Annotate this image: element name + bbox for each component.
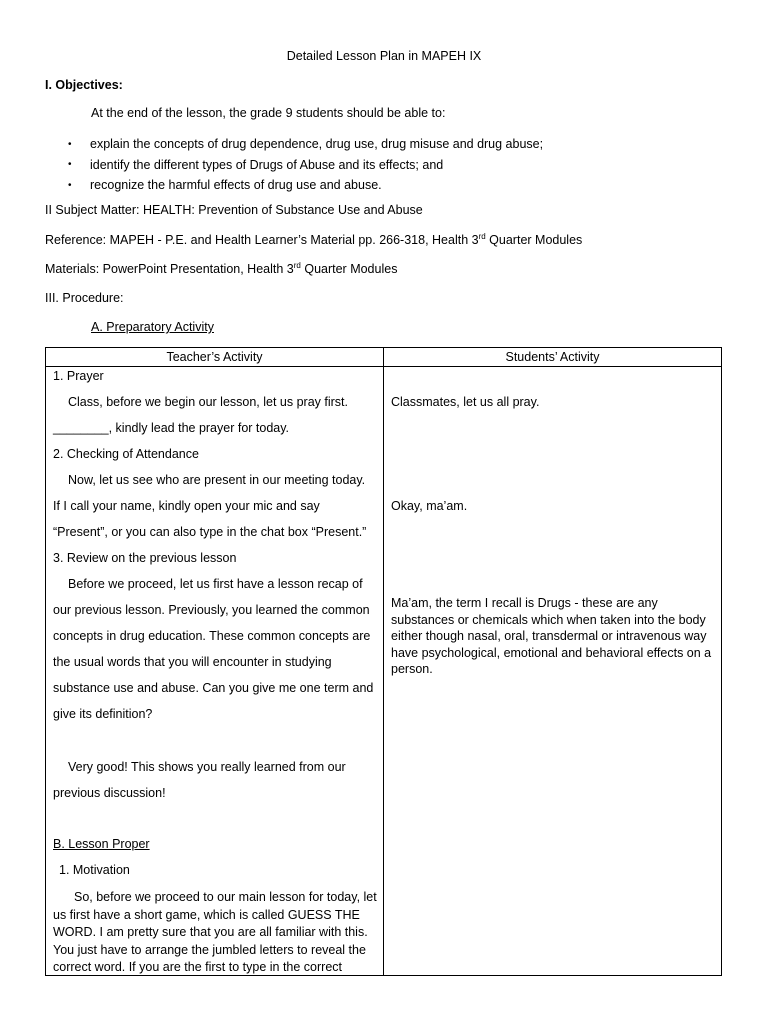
objectives-heading: I. Objectives: <box>45 78 123 92</box>
objective-text: recognize the harmful effects of drug use and abuse. <box>90 178 382 193</box>
materials-text: Materials: PowerPoint Presentation, Health 3 <box>45 262 294 277</box>
prayer-line: ________, kindly lead the prayer for today. <box>53 421 290 435</box>
table-row <box>46 367 722 976</box>
praise-line: Very good! This shows you really learned from our <box>68 760 346 774</box>
reference-superscript: rd <box>478 232 486 241</box>
bullet-icon: • <box>68 159 72 171</box>
review-line: our previous lesson. Previously, you learned the common <box>53 603 370 617</box>
preparatory-activity-heading: A. Preparatory Activity <box>91 320 214 334</box>
teacher-activity-cell <box>46 367 384 976</box>
teacher-column-header: Teacher’s Activity <box>46 348 384 367</box>
bullet-icon: • <box>68 179 72 191</box>
review-line: Before we proceed, let us first have a lesson recap of <box>68 577 363 591</box>
lesson-proper-heading: B. Lesson Proper <box>53 837 150 851</box>
materials-superscript: rd <box>293 261 301 270</box>
review-heading: 3. Review on the previous lesson <box>53 551 237 565</box>
motivation-heading: 1. Motivation <box>59 863 130 877</box>
subject-matter: II Subject Matter: HEALTH: Prevention of Substance Use and Abuse <box>45 203 423 217</box>
objectives-list <box>68 134 543 196</box>
student-response: Ma’am, the term I recall is Drugs - these are any substances or chemicals which when taken into the body either though nasal, oral, transdermal or intravenous way have psychological, emotional and behavioral effects on a person. <box>391 596 712 676</box>
students-column-header: Students’ Activity <box>384 348 722 367</box>
attendance-line: If I call your name, kindly open your mic and say <box>53 499 320 513</box>
bullet-icon: • <box>68 138 72 150</box>
objective-item <box>68 134 543 155</box>
prayer-line: Class, before we begin our lesson, let us pray first. <box>68 395 348 409</box>
procedure-heading: III. Procedure: <box>45 291 124 305</box>
review-line: the usual words that you will encounter in studying <box>53 655 332 669</box>
students-activity-cell <box>384 367 722 976</box>
prayer-heading: 1. Prayer <box>53 369 104 383</box>
student-response: Classmates, let us all pray. <box>391 395 540 409</box>
objective-item <box>68 155 543 176</box>
review-line: concepts in drug education. These common concepts are <box>53 629 371 643</box>
table-header-row <box>46 348 722 367</box>
motivation-paragraph: So, before we proceed to our main lesson for today, let us first have a short game, which is called GUESS THE WORD. I am pretty sure that you are all familiar with this. You just have to arrange the jumbled letters to reveal the correct word. If you are the first to type in the correct <box>53 890 377 974</box>
student-response: Okay, ma’am. <box>391 499 468 513</box>
objective-item <box>68 175 543 196</box>
attendance-line: Now, let us see who are present in our meeting today. <box>68 473 366 487</box>
review-line: substance use and abuse. Can you give me one term and <box>53 681 374 695</box>
materials <box>45 261 397 276</box>
praise-line: previous discussion! <box>53 786 166 800</box>
reference <box>45 232 582 247</box>
activity-table <box>45 347 722 976</box>
attendance-line: “Present”, or you can also type in the chat box “Present.” <box>53 525 367 539</box>
attendance-heading: 2. Checking of Attendance <box>53 447 199 461</box>
review-line: give its definition? <box>53 707 153 721</box>
objective-text: identify the different types of Drugs of Abuse and its effects; and <box>90 157 444 172</box>
objective-text: explain the concepts of drug dependence, drug use, drug misuse and drug abuse; <box>90 137 544 152</box>
reference-text: Reference: MAPEH - P.E. and Health Learner’s Material pp. 266-318, Health 3 <box>45 233 479 248</box>
reference-text-end: Quarter Modules <box>485 233 583 248</box>
materials-text-end: Quarter Modules <box>300 262 398 277</box>
objectives-intro: At the end of the lesson, the grade 9 students should be able to: <box>91 106 446 120</box>
document-title: Detailed Lesson Plan in MAPEH IX <box>286 49 482 63</box>
